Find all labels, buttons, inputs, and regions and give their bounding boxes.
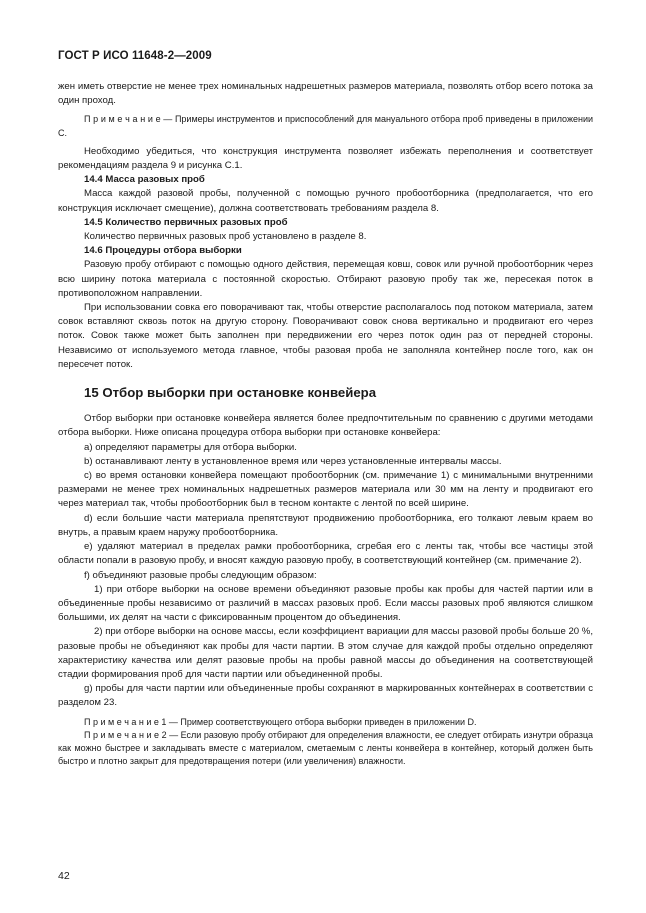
list-item-g: g) пробы для части партии или объединенные пробы сохраняют в маркированных контейнерах в соответствии с разделом 23. (58, 683, 593, 709)
page-number: 42 (58, 870, 70, 882)
document-header: ГОСТ Р ИСО 11648-2—2009 (58, 50, 212, 62)
paragraph: Разовую пробу отбирают с помощью одного действия, перемещая ковш, совок или ручной пробоотборник через всю ширину потока материала с постоянной скоростью. Отбирают разовую пробу так же, пересекая поток в противоположном направлении. (58, 259, 593, 299)
section-heading-14-5: 14.5 Количество первичных разовых проб (84, 216, 288, 228)
list-item-f: f) объединяют разовые пробы следующим образом: (84, 569, 317, 581)
section-heading-14-4: 14.4 Масса разовых проб (84, 174, 205, 186)
paragraph: При использовании совка его поворачивают так, чтобы отверстие располагалось под потоком материала, затем совок вставляют сквозь поток на другую сторону. Поворачивают совок снова вертикально и продвигают его через поток. Совок также может быть заполнен при передвижении его через поток один раз от передней стороны. Независимо от используемого метода главное, чтобы разовая проба не заполняла контейнер после того, как он пересечет поток. (58, 302, 593, 370)
paragraph: Отбор выборки при остановке конвейера является более предпочтительным по сравнению с другими методами отбора выборки. Ниже описана процедура отбора выборки при остановке конвейера: (58, 413, 593, 439)
paragraph: Количество первичных разовых проб установлено в разделе 8. (84, 231, 367, 243)
note-1: П р и м е ч а н и е 1 — Пример соответствующего отбора выборки приведен в приложении D. (84, 716, 477, 727)
list-item-a: а) определяют параметры для отбора выборки. (84, 441, 297, 453)
paragraph: Масса каждой разовой пробы, полученной с помощью ручного пробоотборника (предполагается, что его конструкция исключает смещение), должна соответствовать требованиям раздела 8. (58, 188, 593, 214)
list-subitem-f2: 2) при отборе выборки на основе массы, если коэффициент вариации для массы разовой пробы больше 20 %, разовые пробы не объединяют как пробы для части партии. В этом случае для каждой пробы отдельно определяют характеристику качества или делят разовые пробы на пробы равной массы до объединения на соответствующей стадии формирования проб для части партии или объединенной пробы. (58, 626, 593, 680)
paragraph: Необходимо убедиться, что конструкция инструмента позволяет избежать переполнения и соответствует рекомендациям раздела 9 и рисунка С.1. (58, 145, 593, 172)
list-item-e: е) удаляют материал в пределах рамки пробоотборника, сгребая его с ленты так, чтобы все частицы этой области попали в разовую пробу, и вносят каждую разовую пробу, в соответствующий контейнер (см. примечание 2). (58, 541, 593, 567)
list-item-d: d) если большие части материала препятствуют продвижению пробоотборника, его толкают левым краем во внутрь, а правым краем наружу пробоотборника. (58, 512, 593, 538)
note: П р и м е ч а н и е — Примеры инструментов и приспособлений для мануального отбора проб приведены в приложении С. (58, 114, 593, 138)
note-2: П р и м е ч а н и е 2 — Если разовую пробу отбирают для определения влажности, ее следует отбирать изнутри образца как можно быстрее и закладывать вместе с материалом, сметаемым с ленты конвейера в контейнер, который должен быть быстро и плотно закрыт для предотвращения потери (или увеличения) влажности. (58, 729, 593, 767)
section-heading-14-6: 14.6 Процедуры отбора выборки (84, 245, 242, 257)
list-subitem-f1: 1) при отборе выборки на основе времени объединяют разовые пробы как пробы для частей партии или в объединенные пробы независимо от различий в массах разовых проб. Если массы разовых проб являются слишком большими, их делят на части с фиксированным процентом до объединения. (58, 583, 593, 624)
list-item-b: b) останавливают ленту в установленное время или через установленные интервалы массы. (84, 455, 502, 467)
page-body (58, 80, 593, 768)
paragraph: жен иметь отверстие не менее трех номинальных надрешетных размеров материала, позволять отбор всего потока за один проход. (58, 81, 593, 107)
list-item-c: с) во время остановки конвейера помещают пробоотборник (см. примечание 1) с минимальными внутренними размерами не менее трех номинальных надрешетных размеров материала или 30 мм на ленту и продвигают его через материал так, чтобы пробоотборник был в тесном контакте с лентой по всей ширине. (58, 470, 593, 510)
section-heading-15: 15 Отбор выборки при остановке конвейера (84, 385, 377, 401)
